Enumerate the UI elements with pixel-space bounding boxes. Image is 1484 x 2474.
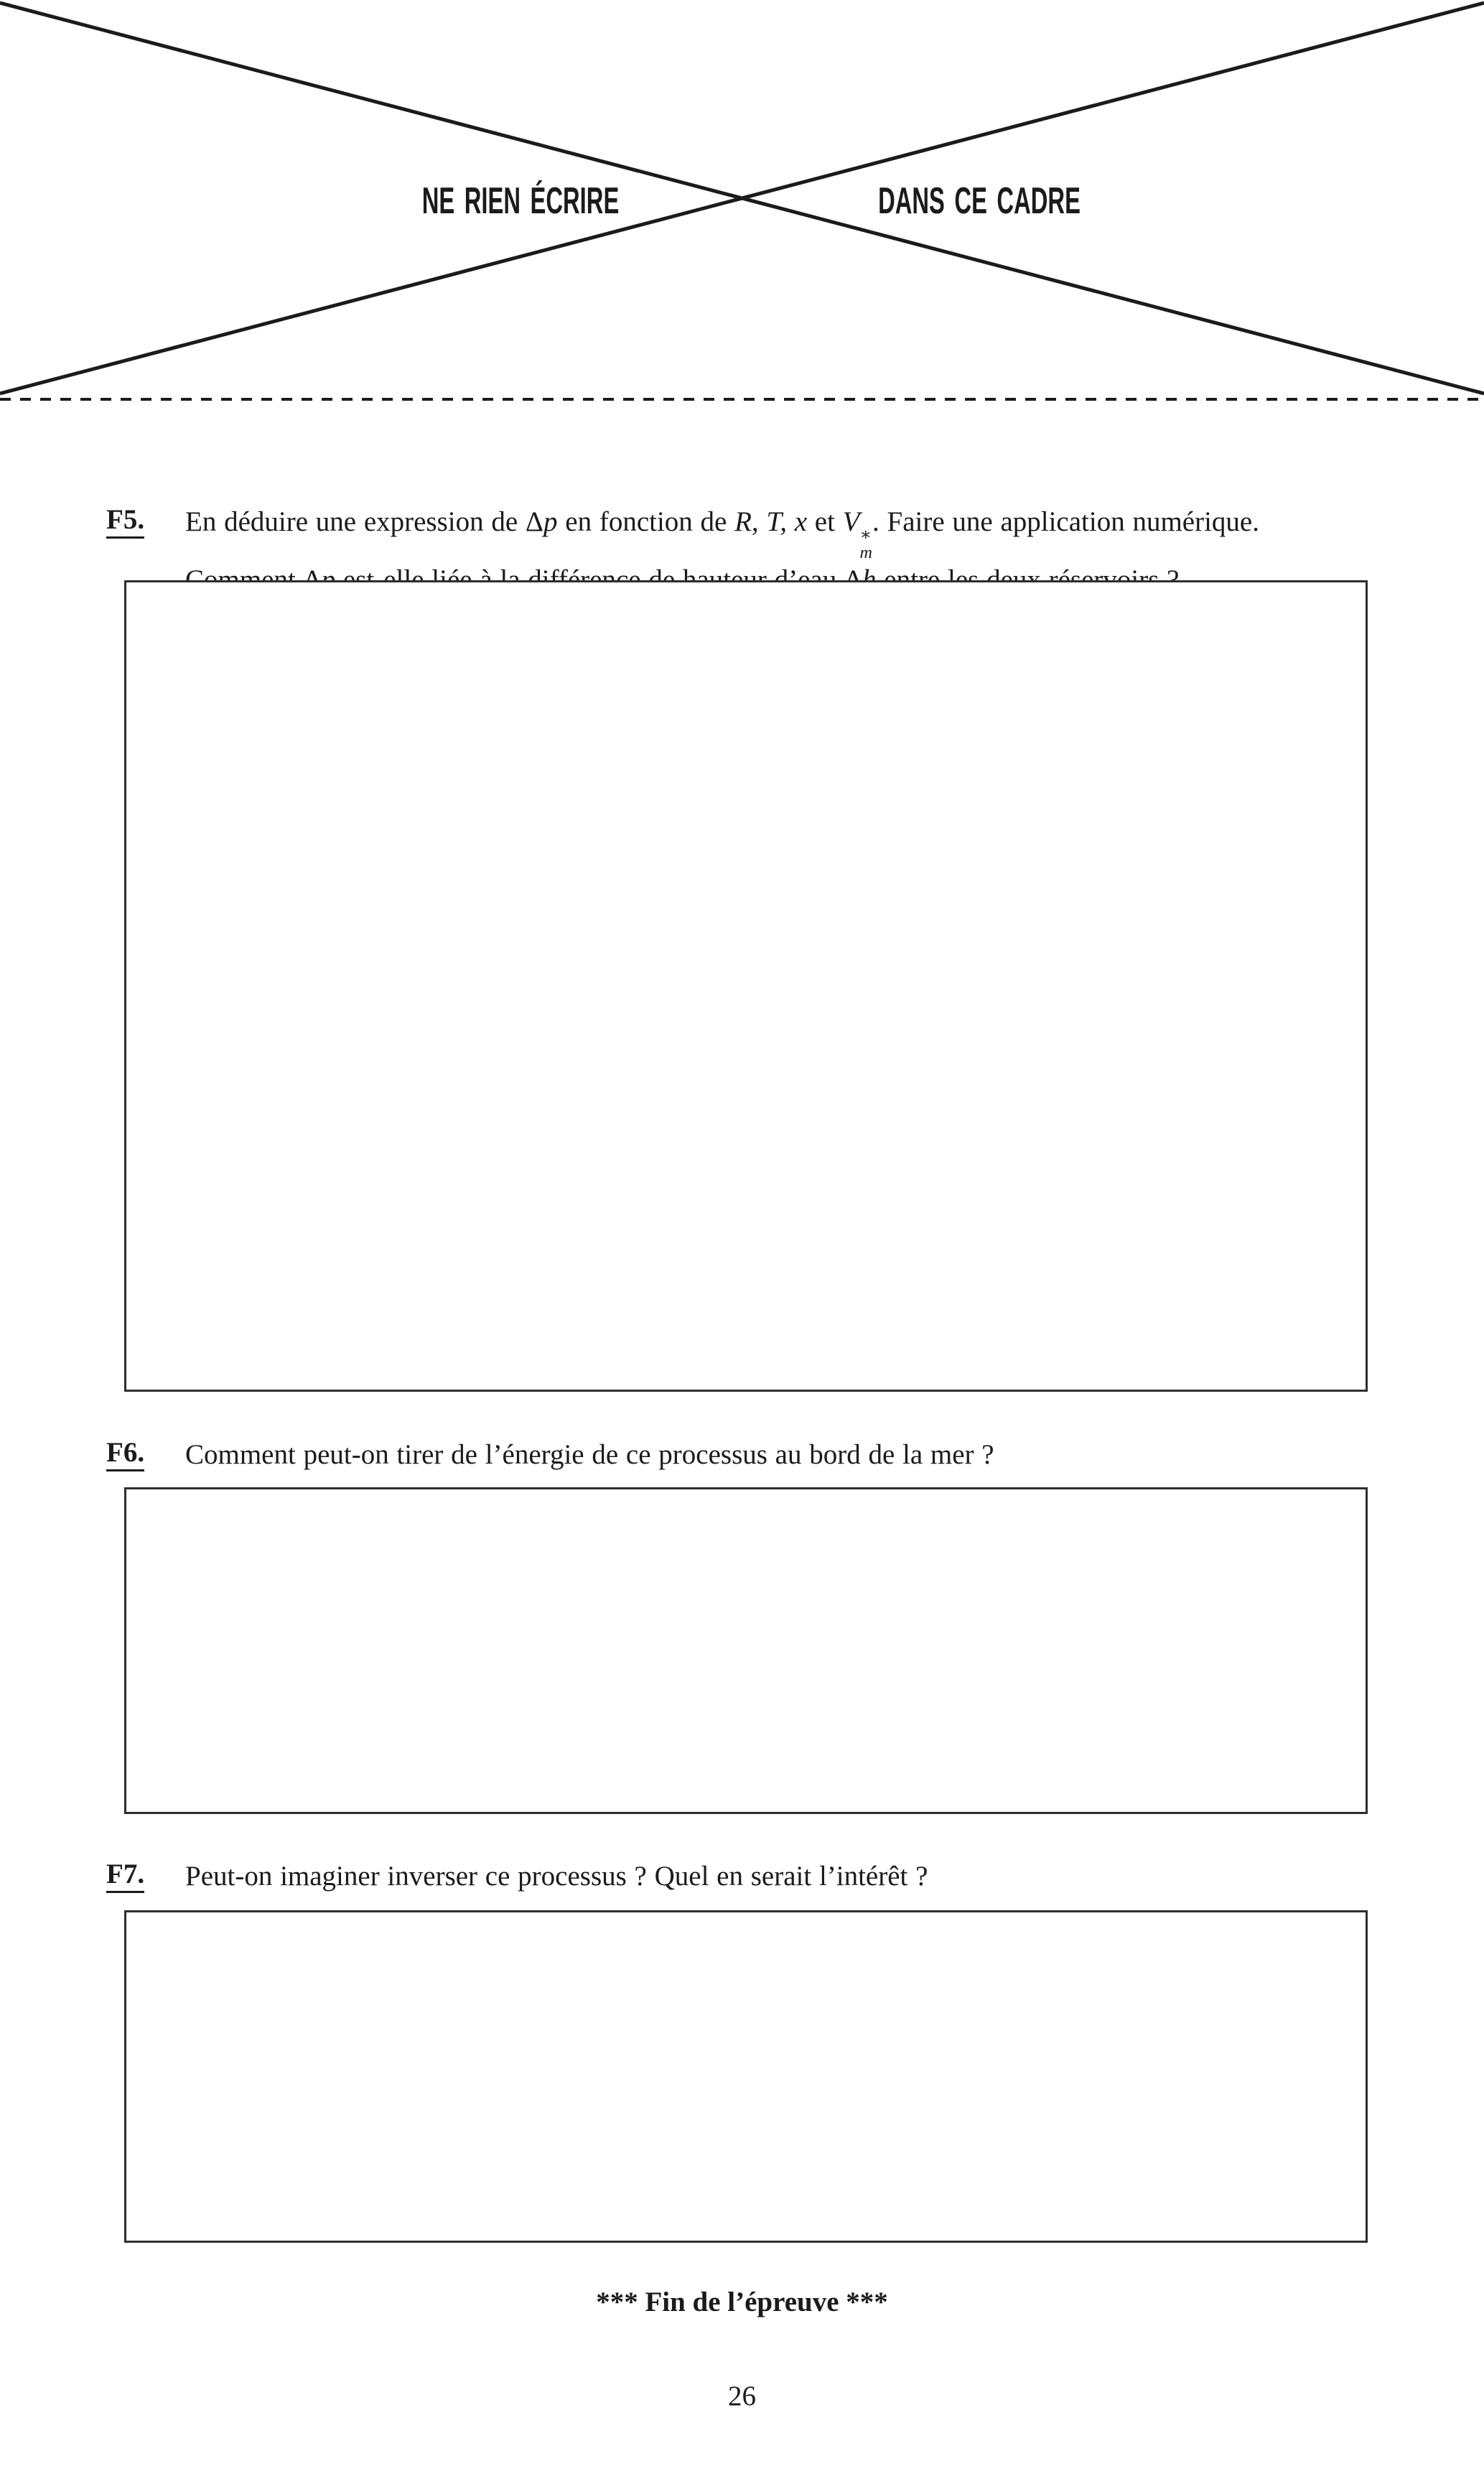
text-segment: . Faire une application numérique.	[872, 506, 1259, 537]
math-var: V	[842, 506, 860, 537]
math-v-molar	[842, 506, 872, 562]
header-frame	[0, 0, 1484, 409]
superscript-star: ∗	[859, 525, 872, 545]
text-segment: En déduire une expression de Δ	[185, 506, 544, 537]
math-var: p	[543, 506, 558, 537]
question-text-f5-line1	[185, 504, 1259, 562]
text-segment: et	[807, 506, 843, 537]
end-of-exam-note: *** Fin de l’épreuve ***	[596, 2287, 888, 2317]
question-label-f6: F6.	[106, 1437, 144, 1471]
question-label-f5: F5.	[106, 504, 144, 539]
header-stamp-left: NE RIEN ÉCRIRE	[421, 180, 620, 222]
question-text-f7: Peut-on imaginer inverser ce processus ? Quel en serait l’intérêt ?	[185, 1861, 928, 1892]
answer-box-f7	[124, 1910, 1368, 2243]
text-segment: en fonction de	[557, 506, 735, 537]
header-stamp-right: DANS CE CADRE	[878, 180, 1081, 222]
page-number: 26	[728, 2381, 756, 2412]
answer-box-f5	[124, 580, 1368, 1392]
question-label-f7: F7.	[106, 1859, 144, 1893]
question-text-f6: Comment peut-on tirer de l’énergie de ce processus au bord de la mer ?	[185, 1439, 994, 1470]
answer-box-f6	[124, 1487, 1368, 1814]
math-var: R, T, x	[734, 506, 808, 537]
subscript-m: m	[859, 542, 872, 562]
